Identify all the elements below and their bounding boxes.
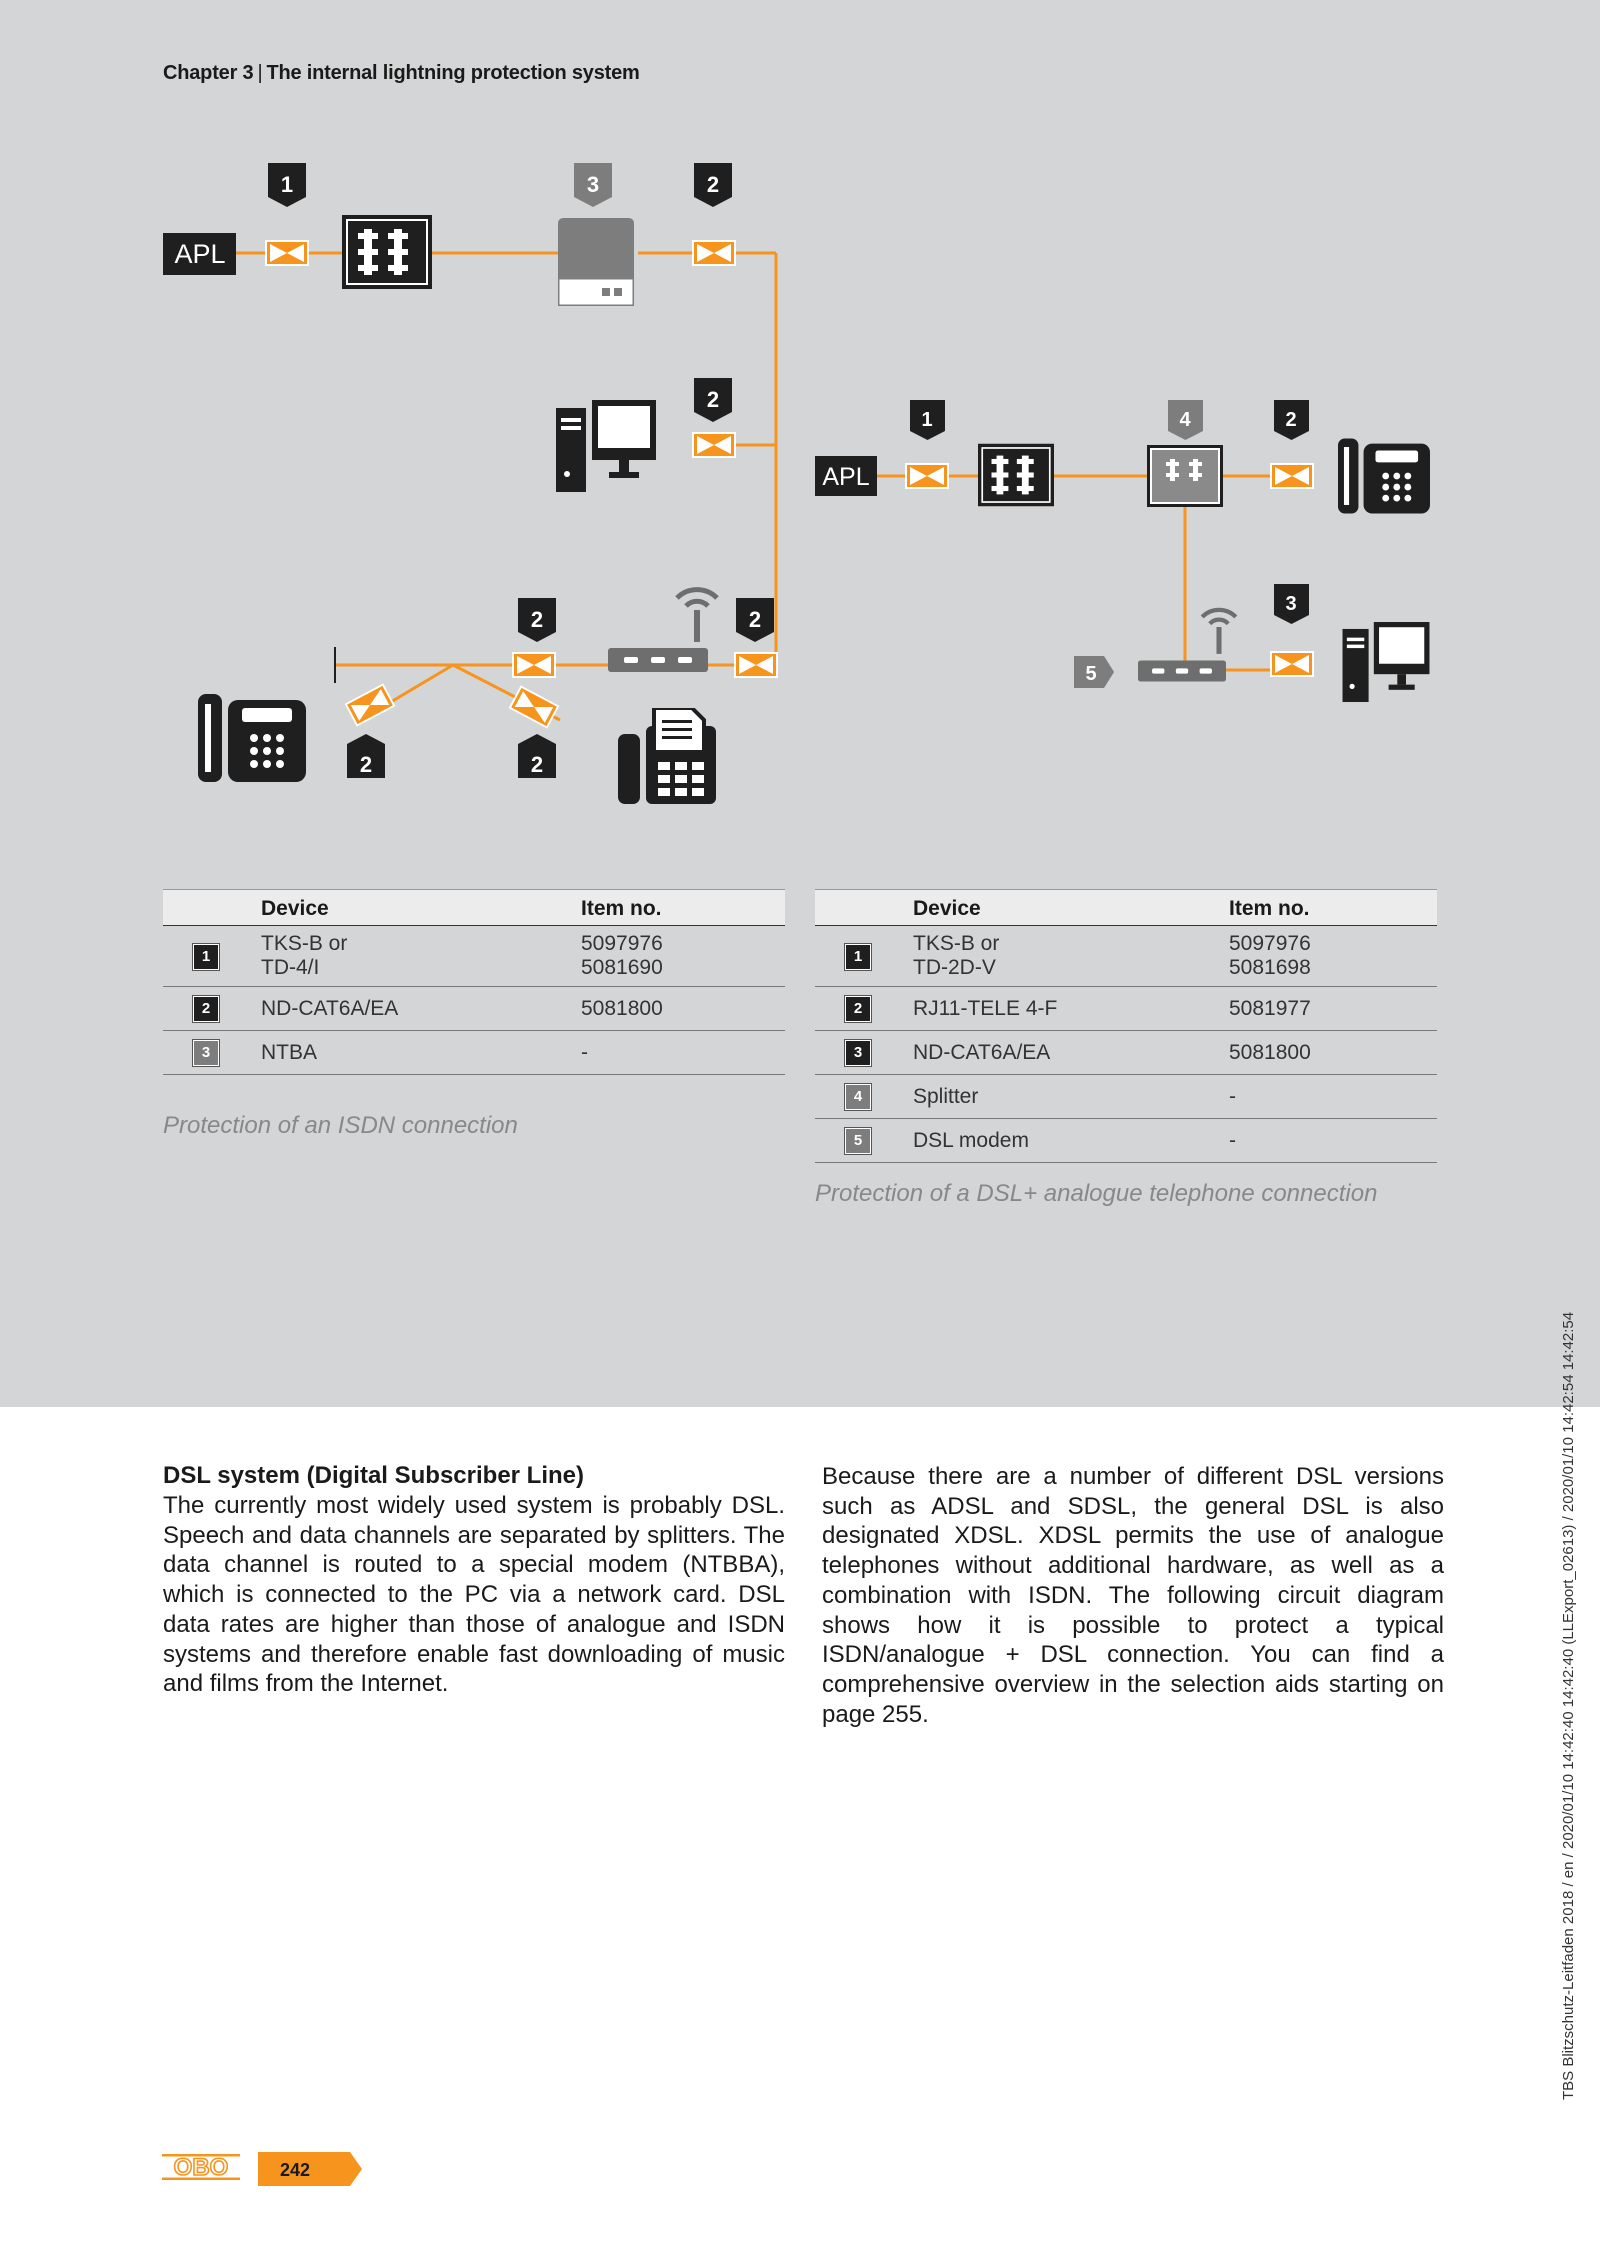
device-name: TKS-B or — [261, 932, 348, 955]
apl-label-isdn: APL — [174, 239, 226, 269]
table-row — [163, 926, 785, 987]
dsl-diagram — [815, 400, 1430, 702]
svg-text:3: 3 — [586, 172, 600, 197]
dsl-wires — [858, 476, 1296, 670]
wifi-icon — [677, 590, 717, 642]
tag-4 — [1168, 400, 1203, 440]
svg-text:2: 2 — [530, 607, 544, 632]
row-badge: 1 — [845, 944, 871, 970]
spd-icon — [735, 653, 777, 677]
isdn-caption: Protection of an ISDN connection — [163, 1112, 518, 1139]
row-badge: 5 — [845, 1128, 871, 1154]
item-number: 5081977 — [1217, 987, 1437, 1031]
svg-text:2: 2 — [706, 387, 720, 412]
item-number: - — [1217, 1075, 1437, 1119]
section-heading: DSL system (Digital Subscriber Line) — [163, 1462, 584, 1489]
table-header-item: Item no. — [569, 890, 785, 926]
splitter-icon — [1147, 445, 1223, 507]
tag-1 — [910, 400, 945, 440]
computer-icon — [1343, 622, 1430, 702]
side-print-note: TBS Blitzschutz-Leitfaden 2018 / en / 2020/01/10 14:42:40 14:42:40 (LLExport_02613) / 2020/01/10 14:42:54 14:42:54 — [1560, 1311, 1577, 2100]
svg-text:OBO: OBO — [173, 2154, 229, 2180]
item-number: - — [1217, 1119, 1437, 1163]
table-header-device: Device — [901, 890, 1217, 926]
table-row — [815, 926, 1437, 987]
device-name: TD-2D-V — [913, 956, 996, 979]
row-badge: 3 — [845, 1040, 871, 1066]
item-number: 5081800 — [1217, 1031, 1437, 1075]
row-badge: 2 — [193, 996, 219, 1022]
spd-icon — [266, 241, 308, 265]
table-header-device: Device — [249, 890, 569, 926]
table-header-item: Item no. — [1217, 890, 1437, 926]
wifi-icon — [1202, 610, 1236, 654]
dsl-modem-icon — [1138, 660, 1226, 681]
right-paragraph: Because there are a number of different DSL versions such as ADSL and SDSL, the general DSL is also designated XDSL. XDSL permits the use of analogue telephones without additional hardware, as well as a combination with ISDN. The following circuit diagram shows how it is possible to protect a typical ISDN/analogue + DSL connection. You can find a comprehensive overview in the selection aids starting on page 255. — [822, 1463, 1444, 1728]
device-name: RJ11-TELE 4-F — [901, 987, 1217, 1031]
tks-b-protector-icon — [342, 215, 432, 289]
svg-text:5: 5 — [1085, 663, 1097, 685]
spd-icon — [693, 433, 735, 457]
tag-2 — [694, 378, 732, 422]
table-row — [815, 1031, 1437, 1075]
item-number: 5081800 — [569, 987, 785, 1031]
item-number: 5097976 — [1229, 932, 1311, 955]
spd-icon — [346, 685, 394, 726]
spd-icon — [1271, 464, 1313, 488]
isdn-diagram — [163, 163, 777, 804]
tag-1 — [268, 163, 306, 207]
tks-b-protector-icon — [978, 444, 1054, 506]
svg-text:2: 2 — [530, 752, 544, 777]
table-header-num — [815, 890, 901, 926]
router-icon — [608, 648, 708, 672]
device-name: ND-CAT6A/EA — [901, 1031, 1217, 1075]
obo-logo — [162, 2154, 240, 2180]
svg-text:2: 2 — [359, 752, 373, 777]
row-badge: 4 — [845, 1084, 871, 1110]
row-badge: 1 — [193, 944, 219, 970]
dsl-caption: Protection of a DSL+ analogue telephone connection — [815, 1180, 1378, 1207]
svg-text:4: 4 — [1179, 409, 1191, 431]
device-name: TD-4/I — [261, 956, 320, 979]
table-row — [815, 1075, 1437, 1119]
spd-icon — [1271, 652, 1313, 676]
table-header-num — [163, 890, 249, 926]
telephone-icon — [198, 694, 306, 782]
tag-2 — [518, 734, 556, 778]
table-row — [815, 987, 1437, 1031]
svg-text:1: 1 — [280, 172, 294, 197]
item-number: 5081690 — [581, 956, 663, 979]
device-name: ND-CAT6A/EA — [249, 987, 569, 1031]
chapter-title: The internal lightning protection system — [266, 62, 640, 84]
apl-label-dsl: APL — [822, 463, 870, 491]
device-name: DSL modem — [901, 1119, 1217, 1163]
telephone-icon — [1338, 439, 1430, 514]
chapter-number: Chapter 3 — [163, 62, 254, 84]
row-badge: 2 — [845, 996, 871, 1022]
spd-icon — [693, 241, 735, 265]
chapter-separator: | — [257, 62, 263, 84]
item-number: 5097976 — [581, 932, 663, 955]
table-row — [815, 1119, 1437, 1163]
spd-icon — [513, 653, 555, 677]
item-number: 5081698 — [1229, 956, 1311, 979]
item-number: - — [569, 1031, 785, 1075]
page-number: 242 — [280, 2160, 311, 2180]
fax-icon — [618, 708, 716, 804]
isdn-device-table — [163, 889, 785, 1075]
tag-2 — [1274, 400, 1309, 440]
device-name: TKS-B or — [913, 932, 1000, 955]
tag-2 — [694, 163, 732, 207]
spd-icon — [906, 464, 948, 488]
tag-5 — [1074, 656, 1114, 688]
row-badge: 3 — [193, 1040, 219, 1066]
left-paragraph: The currently most widely used system is probably DSL. Speech and data channels are separated by splitters. The data channel is routed to a special modem (NTBBA), which is connected to the PC via a network card. DSL data rates are higher than those of analogue and ISDN systems and therefore enable fast downloading of music and films from the Internet. — [163, 1492, 785, 1698]
tag-3 — [574, 163, 612, 207]
tag-2 — [518, 598, 556, 642]
table-row — [163, 1031, 785, 1075]
computer-icon — [556, 400, 656, 492]
dsl-device-table — [815, 889, 1437, 1163]
ntba-icon — [558, 218, 634, 306]
svg-text:2: 2 — [706, 172, 720, 197]
device-name: Splitter — [901, 1075, 1217, 1119]
device-name: NTBA — [249, 1031, 569, 1075]
spd-icon — [510, 687, 558, 728]
svg-text:1: 1 — [921, 409, 933, 431]
svg-text:2: 2 — [1285, 409, 1297, 431]
tag-2 — [736, 598, 774, 642]
tag-2 — [347, 734, 385, 778]
tag-3 — [1274, 584, 1309, 624]
svg-text:3: 3 — [1285, 593, 1297, 615]
table-row — [163, 987, 785, 1031]
svg-text:2: 2 — [748, 607, 762, 632]
